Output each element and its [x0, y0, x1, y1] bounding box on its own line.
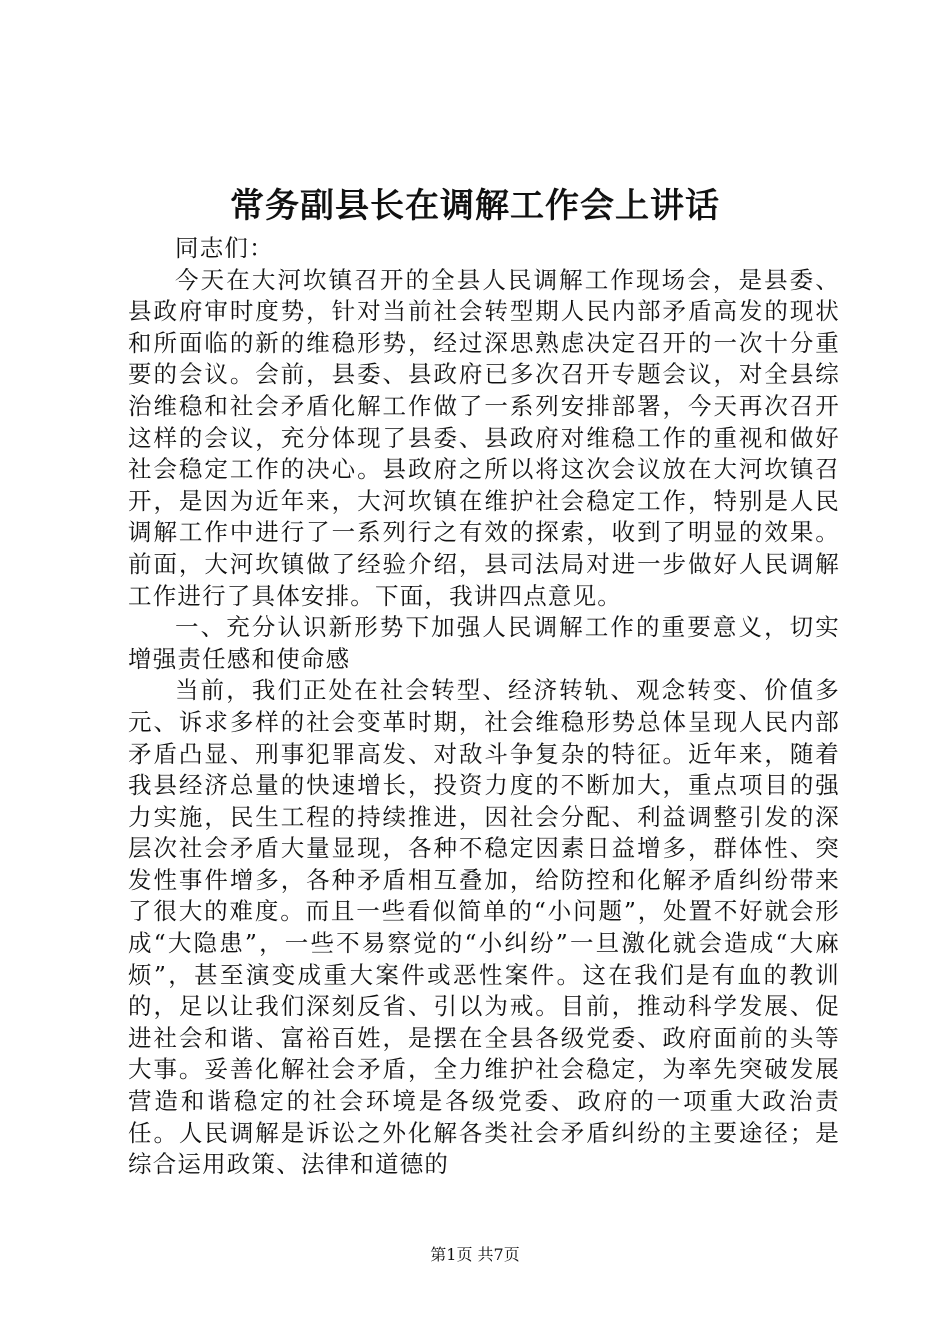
- document-body: [128, 233, 840, 1181]
- page-footer: 第1页 共7页: [430, 1245, 520, 1264]
- salutation-paragraph: 同志们：: [175, 234, 274, 262]
- document-title: 常务副县长在调解工作会上讲话: [230, 186, 720, 226]
- body-paragraph: 当前，我们正处在社会转型、经济转轨、观念转变、价值多元、诉求多样的社会变革时期，社会维稳形势总体呈现人民内部矛盾凸显、刑事犯罪高发、对敌斗争复杂的特征。近年来，随着我县经济总量的快速增长，投资力度的不断加大，重点项目的强力实施，民生工程的持续推进，因社会分配、利益调整引发的深层次社会矛盾大量显现，各种不稳定因素日益增多，群体性、突发性事件增多，各种矛盾相互叠加，给防控和化解矛盾纠纷带来了很大的难度。而且一些看似简单的“小问题”，处置不好就会形成“大隐患”，一些不易察觉的“小纠纷”一旦激化就会造成“大麻烦”，甚至演变成重大案件或恶性案件。这在我们是有血的教训的，足以让我们深刻反省、引以为戒。目前，推动科学发展、促进社会和谐、富裕百姓，是摆在全县各级党委、政府面前的头等大事。妥善化解社会矛盾，全力维护社会稳定，为率先突破发展营造和谐稳定的社会环境是各级党委、政府的一项重大政治责任。人民调解是诉讼之外化解各类社会矛盾纠纷的主要途径；是综合运用政策、法律和道德的: [128, 676, 840, 1179]
- intro-paragraph: 今天在大河坎镇召开的全县人民调解工作现场会，是县委、县政府审时度势，针对当前社会转型期人民内部矛盾高发的现状和所面临的新的维稳形势，经过深思熟虑决定召开的一次十分重要的会议。会前，县委、县政府已多次召开专题会议，对全县综治维稳和社会矛盾化解工作做了一系列安排部署，今天再次召开这样的会议，充分体现了县委、县政府对维稳工作的重视和做好社会稳定工作的决心。县政府之所以将这次会议放在大河坎镇召开，是因为近年来，大河坎镇在维护社会稳定工作，特别是人民调解工作中进行了一系列行之有效的探索，收到了明显的效果。前面，大河坎镇做了经验介绍，县司法局对进一步做好人民调解工作进行了具体安排。下面，我讲四点意见。: [128, 265, 840, 610]
- section-heading-paragraph: 一、充分认识新形势下加强人民调解工作的重要意义，切实增强责任感和使命感: [128, 613, 840, 673]
